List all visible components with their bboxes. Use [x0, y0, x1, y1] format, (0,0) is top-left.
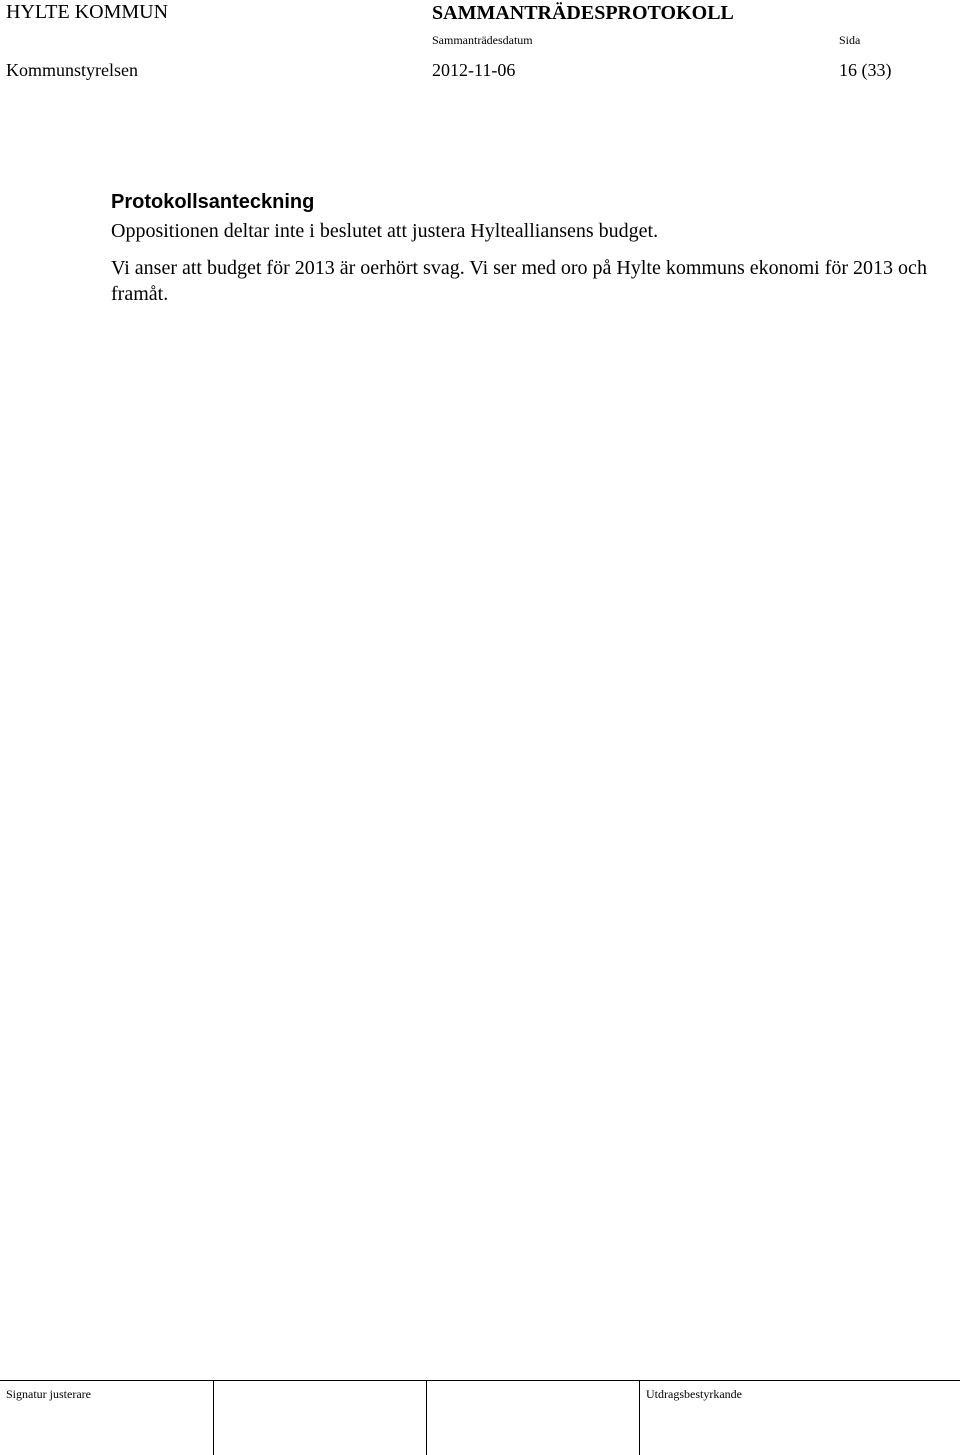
page-label: Sida [839, 33, 861, 47]
signature-label: Signatur justerare [6, 1387, 91, 1401]
signature-cell [426, 1381, 640, 1455]
organization-name: HYLTE KOMMUN [6, 1, 169, 23]
extract-label: Utdragsbestyrkande [646, 1387, 742, 1401]
extract-cell [639, 1381, 960, 1455]
meeting-date-label: Sammanträdesdatum [432, 33, 533, 47]
document-type: SAMMANTRÄDESPROTOKOLL [432, 2, 734, 24]
page-number: 16 (33) [839, 60, 892, 80]
signature-table [0, 1380, 960, 1455]
signature-cell [213, 1381, 427, 1455]
meeting-date: 2012-11-06 [432, 60, 516, 80]
paragraph: Oppositionen deltar inte i beslutet att justera Hyltealliansens budget. [111, 220, 659, 242]
paragraph: Vi anser att budget för 2013 är oerhört svag. Vi ser med oro på Hylte kommuns ekonomi för 2013 och framåt. [111, 257, 927, 305]
section-heading: Protokollsanteckning [111, 191, 315, 213]
committee-name: Kommunstyrelsen [6, 60, 138, 80]
signature-cell [0, 1381, 213, 1455]
